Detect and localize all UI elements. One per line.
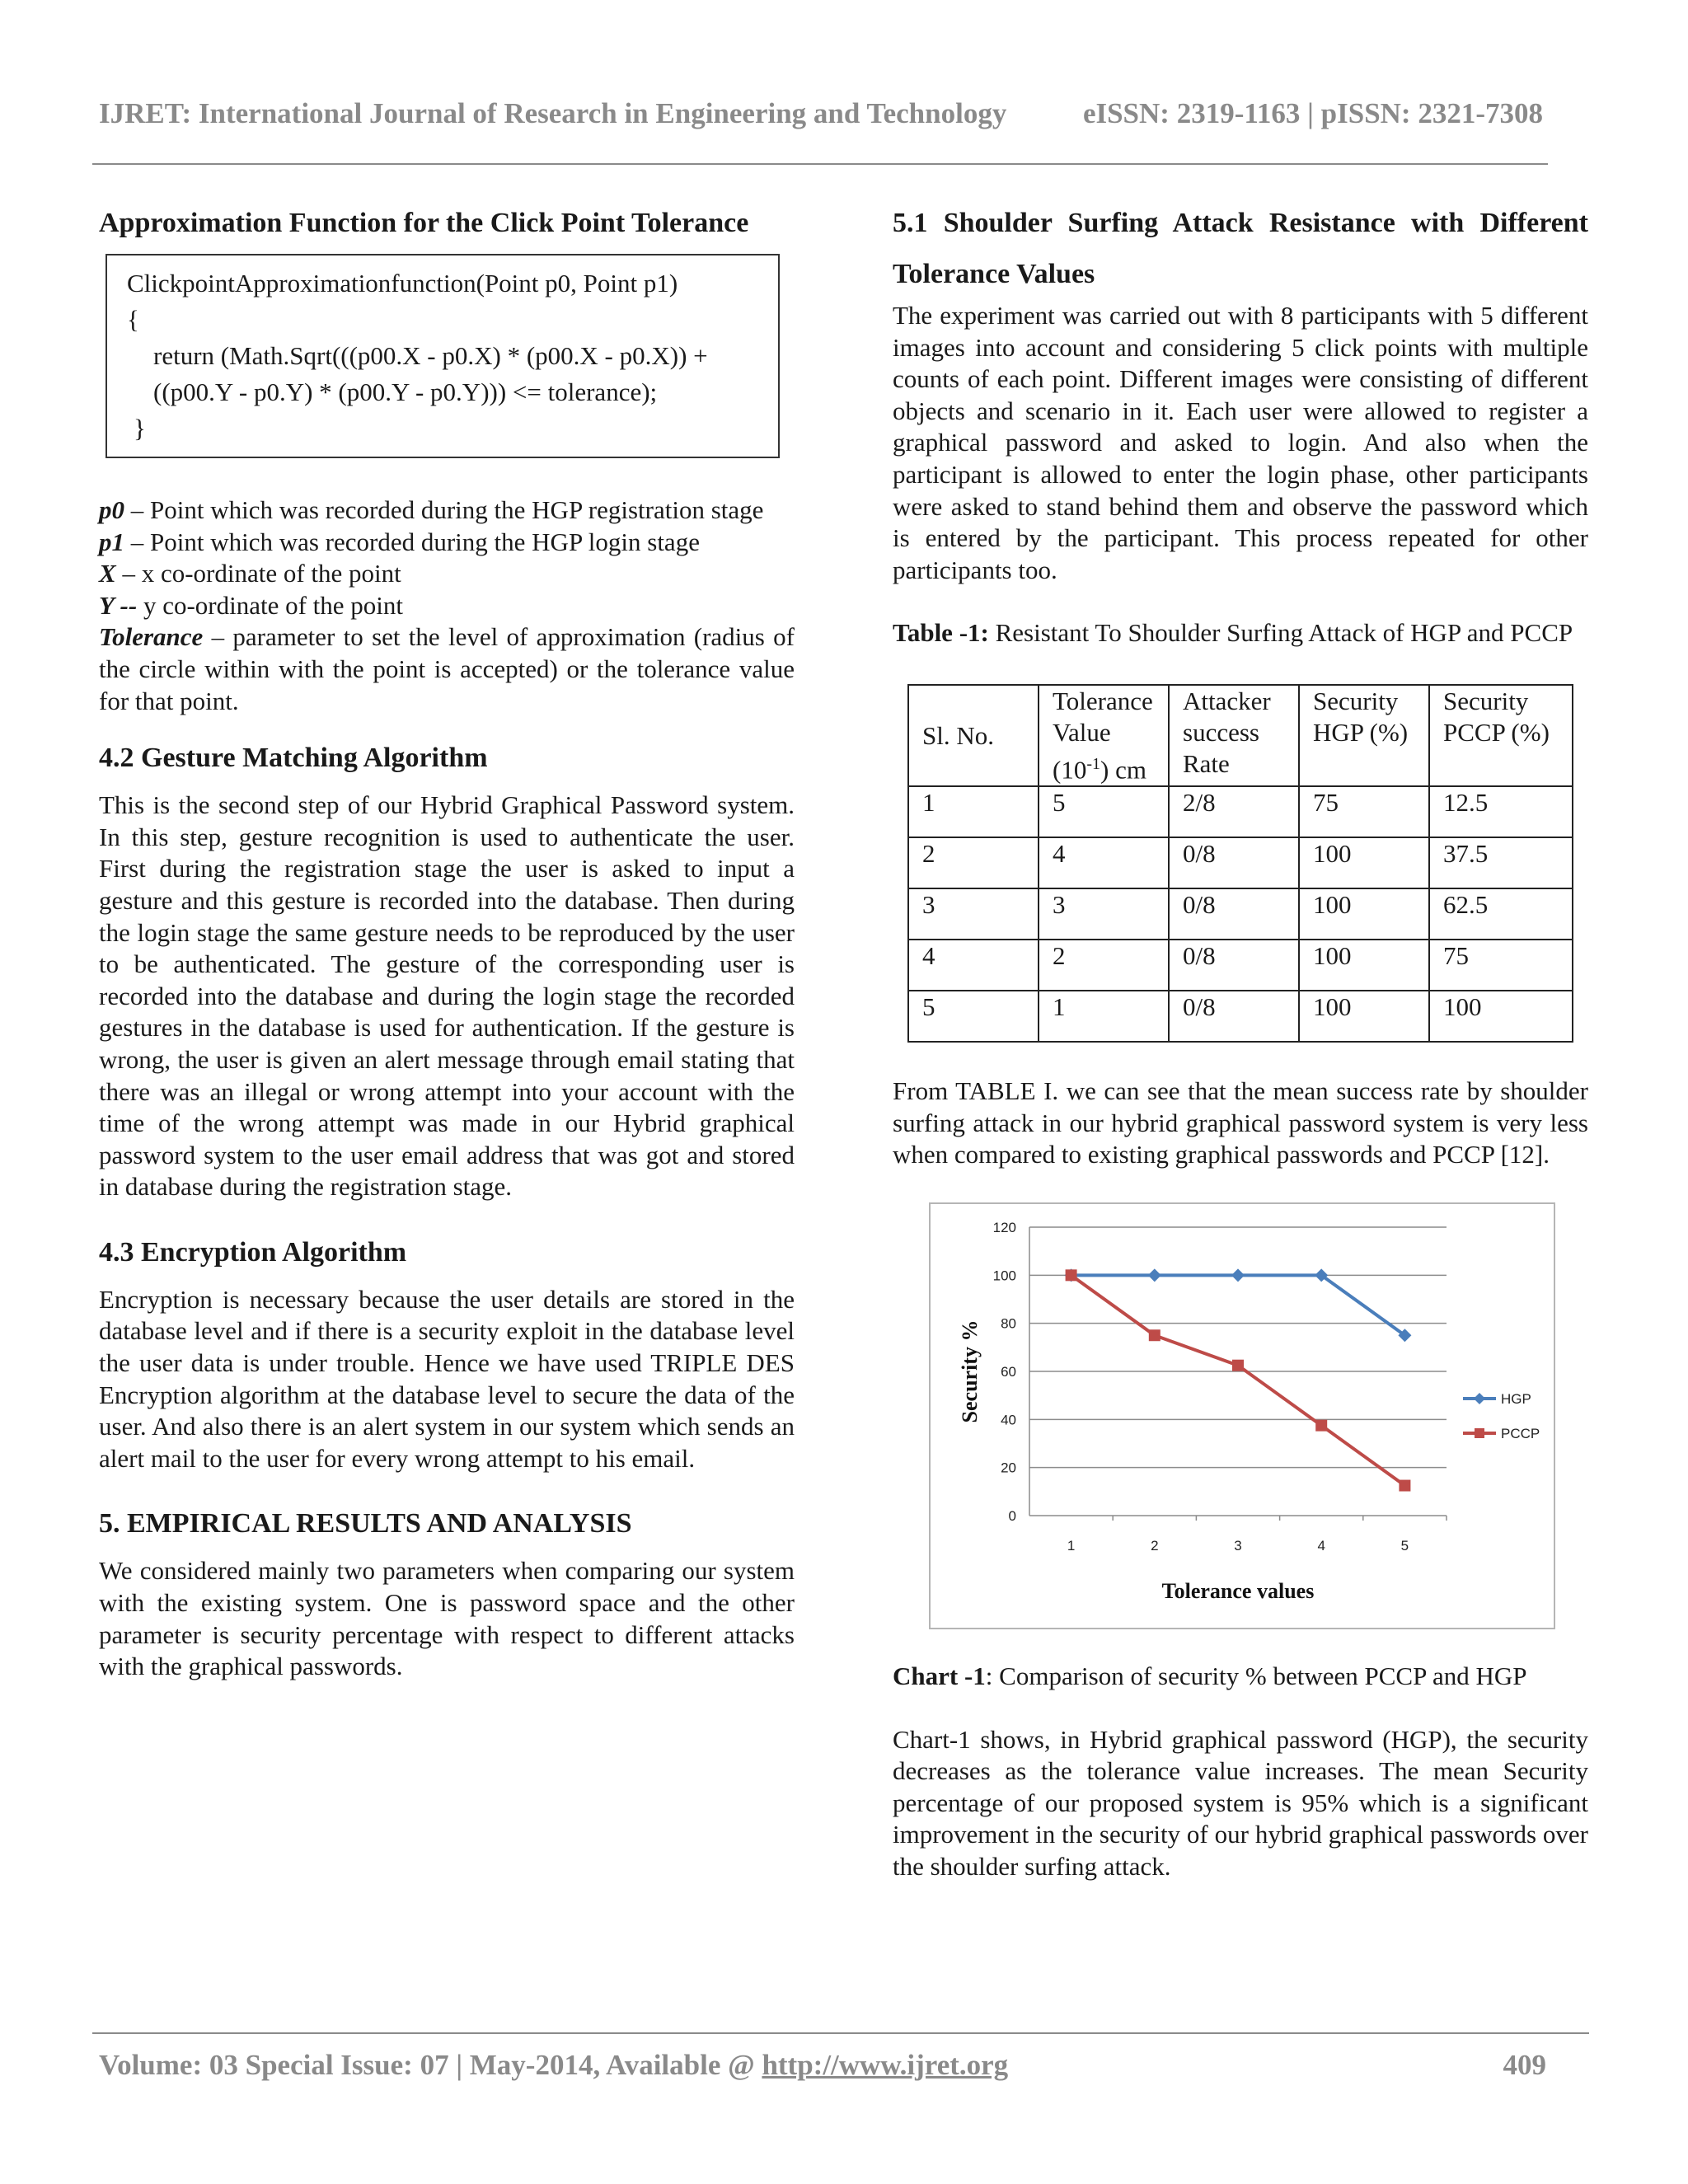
table-header-row bbox=[908, 685, 1573, 786]
data-point-hgp bbox=[1231, 1268, 1245, 1282]
table-row bbox=[908, 940, 1573, 991]
section-4-2-heading: 4.2 Gesture Matching Algorithm bbox=[99, 743, 488, 774]
table-cell: 0/8 bbox=[1169, 991, 1299, 1042]
footer-volume: Volume: 03 Special Issue: 07 | May-2014, Available @ http://www.ijret.org bbox=[99, 2049, 1009, 2081]
legend-marker-pccp bbox=[1475, 1428, 1484, 1438]
approximation-heading: Approximation Function for the Click Point Tolerance bbox=[99, 208, 749, 238]
data-point-hgp bbox=[1148, 1268, 1161, 1282]
data-point-pccp bbox=[1315, 1420, 1327, 1432]
table-cell: 12.5 bbox=[1429, 786, 1573, 837]
journal-link[interactable]: http://www.ijret.org bbox=[762, 2049, 1009, 2081]
final-text: Chart-1 shows, in Hybrid graphical password (HGP), the security decreases as the tolerance value increases. The mean Security percentage of our proposed system is 95% which is a significant improvement in the security of our hybrid graphical passwords over the shoulder surfing attack. bbox=[893, 1724, 1588, 1882]
x-axis-label: Tolerance values bbox=[1161, 1579, 1315, 1604]
table-cell: 100 bbox=[1429, 991, 1573, 1042]
table-cell: 100 bbox=[1299, 940, 1429, 991]
legend-label-pccp: PCCP bbox=[1501, 1426, 1540, 1442]
definitions bbox=[99, 494, 795, 717]
table-header-cell: Sl. No. bbox=[908, 685, 1039, 786]
table-row bbox=[908, 991, 1573, 1042]
code-line: { bbox=[127, 305, 139, 334]
table-cell: 3 bbox=[908, 888, 1039, 940]
table-cell: 0/8 bbox=[1169, 940, 1299, 991]
table-cell: 2 bbox=[1039, 940, 1169, 991]
table-header-cell: Security HGP (%) bbox=[1299, 685, 1429, 786]
table-cell: 100 bbox=[1299, 888, 1429, 940]
table-cell: 75 bbox=[1299, 786, 1429, 837]
section-5-1-text: The experiment was carried out with 8 participants with 5 different images into account and considering 5 click points with multiple counts of each point. Different images were consisting of different objects and scenario in it. Each user were allowed to register a graphical password and asked to login. And also when the participant is allowed to enter the login phase, other participants were asked to stand behind them and observe the password which is entered by the participant. This process repeated for other participants too. bbox=[893, 301, 1588, 584]
definition-item: p0 – Point which was recorded during the HGP registration stage bbox=[99, 495, 764, 524]
y-tick-label: 0 bbox=[1008, 1508, 1016, 1525]
table-cell: 5 bbox=[1039, 786, 1169, 837]
legend-marker-hgp bbox=[1474, 1393, 1485, 1404]
y-tick-label: 100 bbox=[992, 1268, 1016, 1284]
y-tick-label: 20 bbox=[1001, 1460, 1016, 1476]
table-cell: 1 bbox=[1039, 991, 1169, 1042]
code-line: return (Math.Sqrt(((p00.X - p0.X) * (p00.X - p0.X)) + bbox=[153, 341, 708, 370]
table-cell: 37.5 bbox=[1429, 837, 1573, 888]
results-table bbox=[907, 684, 1573, 1043]
y-axis-label: Security % bbox=[958, 1319, 982, 1423]
table-cell: 0/8 bbox=[1169, 837, 1299, 888]
table-cell: 4 bbox=[1039, 837, 1169, 888]
y-tick-label: 40 bbox=[1001, 1412, 1016, 1428]
footer-rule bbox=[92, 2032, 1589, 2034]
data-point-pccp bbox=[1232, 1360, 1244, 1371]
table-cell: 100 bbox=[1299, 991, 1429, 1042]
issn-info: eISSN: 2319-1163 | pISSN: 2321-7308 bbox=[1082, 97, 1543, 129]
y-tick-label: 80 bbox=[1001, 1315, 1016, 1332]
journal-name: IJRET: International Journal of Research in Engineering and Technology bbox=[99, 97, 1007, 129]
legend-label-hgp: HGP bbox=[1501, 1391, 1531, 1408]
data-point-pccp bbox=[1066, 1269, 1077, 1281]
table-header-cell: Tolerance Value $(10^{-1})$ cm bbox=[1039, 685, 1169, 786]
header-rule bbox=[92, 163, 1548, 165]
table-cell: 62.5 bbox=[1429, 888, 1573, 940]
section-4-3-heading: 4.3 Encryption Algorithm bbox=[99, 1236, 407, 1268]
x-tick-label: 1 bbox=[1067, 1538, 1076, 1554]
x-tick-label: 3 bbox=[1234, 1538, 1242, 1554]
table-cell: 75 bbox=[1429, 940, 1573, 991]
running-header bbox=[99, 97, 1550, 137]
right-column bbox=[893, 198, 1588, 1883]
chart-caption: Chart -1: Comparison of security % between PCCP and HGP bbox=[893, 1661, 1527, 1691]
table-cell: 5 bbox=[908, 991, 1039, 1042]
security-chart bbox=[929, 1202, 1555, 1629]
code-line: ClickpointApproximationfunction(Point p0, Point p1) bbox=[127, 269, 678, 298]
chart-svg bbox=[931, 1204, 1554, 1628]
definition-item: p1 – Point which was recorded during the HGP login stage bbox=[99, 527, 700, 556]
section-5-text: We considered mainly two parameters when comparing our system with the existing system. One is password space and the other parameter is security percentage with respect to different attacks with the graphical passwords. bbox=[99, 1556, 795, 1681]
table-cell: 1 bbox=[908, 786, 1039, 837]
x-tick-label: 2 bbox=[1151, 1538, 1159, 1554]
section-5-heading: 5. EMPIRICAL RESULTS AND ANALYSIS bbox=[99, 1508, 632, 1540]
table-cell: 4 bbox=[908, 940, 1039, 991]
table-header-cell: Security PCCP (%) bbox=[1429, 685, 1573, 786]
table-cell: 0/8 bbox=[1169, 888, 1299, 940]
table-row bbox=[908, 786, 1573, 837]
left-column bbox=[99, 198, 795, 1683]
definition-item: Tolerance – parameter to set the level of approximation (radius of the circle within with the point is accepted) or the tolerance value for that point. bbox=[99, 622, 795, 715]
data-point-pccp bbox=[1399, 1480, 1410, 1492]
table-row bbox=[908, 888, 1573, 940]
y-tick-label: 60 bbox=[1001, 1364, 1016, 1380]
definition-item: Y -- y co-ordinate of the point bbox=[99, 590, 404, 620]
table-caption: Table -1: Resistant To Shoulder Surfing Attack of HGP and PCCP bbox=[893, 618, 1573, 648]
section-5-1-heading: 5.1 Shoulder Surfing Attack Resistance with Different Tolerance Values bbox=[893, 208, 1588, 289]
section-4-2-text: This is the second step of our Hybrid Graphical Password system. In this step, gesture recognition is used to authenticate the user. First during the registration stage the user is asked to input a gesture and this gesture is recorded into the database. Then during the login stage the same gesture needs to be reproduced by the user to be authenticated. The gesture of the corresponding user is recorded into the database and during the login stage the recorded gestures in the database is used for authentication. If the gesture is wrong, the user is given an alert message through email stating that there was an illegal or wrong attempt into your account with the time of the wrong attempt was made in our Hybrid graphical password system to the user email address that was got and stored in database during the registration stage. bbox=[99, 790, 795, 1202]
x-tick-label: 4 bbox=[1317, 1538, 1325, 1554]
x-tick-label: 5 bbox=[1400, 1538, 1409, 1554]
series-line-pccp bbox=[1071, 1275, 1405, 1485]
table-row bbox=[908, 837, 1573, 888]
code-box bbox=[106, 254, 780, 458]
table-cell: 2 bbox=[908, 837, 1039, 888]
definition-item: X – x co-ordinate of the point bbox=[99, 559, 401, 588]
table-cell: 2/8 bbox=[1169, 786, 1299, 837]
page-number: 409 bbox=[1503, 2049, 1546, 2081]
code-line: } bbox=[134, 414, 146, 443]
after-table-text: From TABLE I. we can see that the mean success rate by shoulder surfing attack in our hybrid graphical password system is very less when compared to existing graphical passwords and PCCP [12]. bbox=[893, 1076, 1588, 1169]
table-cell: 3 bbox=[1039, 888, 1169, 940]
table-cell: 100 bbox=[1299, 837, 1429, 888]
data-point-pccp bbox=[1149, 1329, 1160, 1341]
series-line-hgp bbox=[1071, 1275, 1405, 1335]
y-tick-label: 120 bbox=[992, 1220, 1016, 1236]
section-4-3-text: Encryption is necessary because the user details are stored in the database level and if there is a security exploit in the database level the user data is under trouble. Hence we have used TRIPLE DES Encryption algorithm at the database level to secure the data of the user. And also there is an alert system in our system which sends an alert mail to the user for every wrong attempt to his email. bbox=[99, 1284, 795, 1473]
table-header-cell: Attacker success Rate bbox=[1169, 685, 1299, 786]
code-line: ((p00.Y - p0.Y) * (p00.Y - p0.Y))) <= tolerance); bbox=[153, 377, 658, 406]
